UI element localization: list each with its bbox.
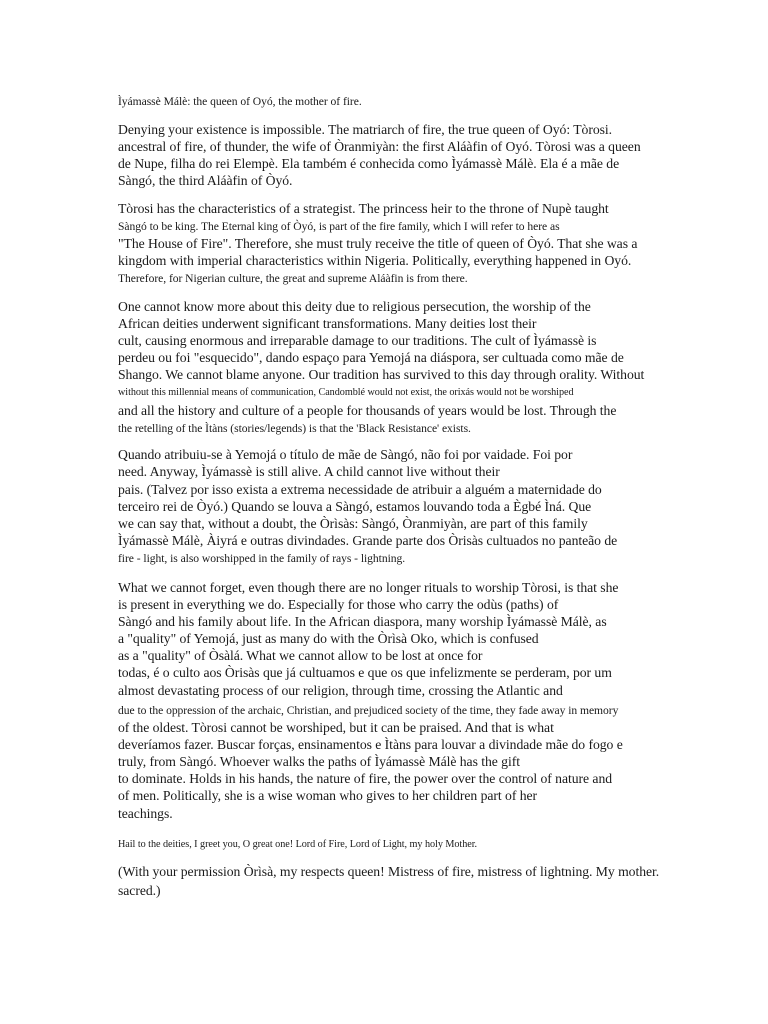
paragraph-line: Sàngó to be king. The Eternal king of Òyó, is part of the fire family, which I will refer to here as: [118, 220, 560, 233]
paragraph-line: deveríamos fazer. Buscar forças, ensinamentos e Ìtàns para louvar a divindade mãe do fogo e: [118, 737, 623, 752]
paragraph-line: Denying your existence is impossible. The matriarch of fire, the true queen of Oyó: Tòrosi.: [118, 122, 613, 137]
paragraph-line: truly, from Sàngó. Whoever walks the paths of Ìyámassè Málè has the gift: [118, 754, 520, 769]
paragraph-line: teachings.: [118, 806, 173, 821]
paragraph-line: (With your permission Òrìsà, my respects queen! Mistress of fire, mistress of lightning. My mother.: [118, 864, 660, 879]
paragraph-line: Sàngó and his family about life. In the African diaspora, many worship Ìyámassè Málè, as: [118, 614, 607, 629]
paragraph-line: a "quality" of Yemojá, just as many do with the Òrìsà Oko, which is confused: [118, 631, 539, 646]
paragraph-line: without this millennial means of communication, Candomblé would not exist, the orixás would not be worshiped: [118, 387, 574, 398]
paragraph-line: African deities underwent significant transformations. Many deities lost their: [118, 316, 537, 331]
paragraph-line: What we cannot forget, even though there are no longer rituals to worship Tòrosi, is that she: [118, 580, 619, 595]
paragraph-line: ancestral of fire, of thunder, the wife of Òranmiyàn: the first Aláàfin of Oyó. Tòrosi was a queen: [118, 139, 641, 154]
paragraph-line: Ìyámassè Málè, Àiyrá e outras divindades. Grande parte dos Òrisàs cultuados no panteão de: [118, 533, 618, 548]
paragraph-line: Shango. We cannot blame anyone. Our tradition has survived to this day through orality. Without: [118, 367, 645, 382]
paragraph-line: terceiro rei de Òyó.) Quando se louva a Sàngó, estamos louvando toda a Ègbé Ìná. Que: [118, 499, 592, 514]
paragraph-line: Quando atribuiu-se à Yemojá o título de mãe de Sàngó, não foi por vaidade. Foi por: [118, 447, 573, 462]
paragraph-line: One cannot know more about this deity due to religious persecution, the worship of the: [118, 299, 591, 314]
paragraph-line: perdeu ou foi "esquecido", dando espaço para Yemojá na diáspora, ser cultuada como mãe de: [118, 350, 624, 365]
paragraph-line: to dominate. Holds in his hands, the nature of fire, the power over the control of nature and: [118, 771, 613, 786]
document-title: Ìyámassè Málè: the queen of Oyó, the mother of fire.: [118, 95, 362, 108]
paragraph-line: of the oldest. Tòrosi cannot be worshiped, but it can be praised. And that is what: [118, 720, 554, 735]
paragraph-line: cult, causing enormous and irreparable damage to our traditions. The cult of Ìyámassè is: [118, 333, 597, 348]
paragraph-line: "The House of Fire". Therefore, she must truly receive the title of queen of Òyó. That she was a: [118, 236, 638, 251]
paragraph-line: Sàngó, the third Aláàfin of Òyó.: [118, 173, 293, 188]
paragraph-line: almost devastating process of our religion, through time, crossing the Atlantic and: [118, 683, 563, 698]
paragraph-line: todas, é o culto aos Òrisàs que já cultuamos e que os que infelizmente se perderam, por um: [118, 665, 612, 680]
paragraph-line: due to the oppression of the archaic, Christian, and prejudiced society of the time, they fade away in memory: [118, 704, 619, 717]
paragraph-line: is present in everything we do. Especially for those who carry the odùs (paths) of: [118, 597, 559, 612]
paragraph-line: and all the history and culture of a people for thousands of years would be lost. Through the: [118, 403, 617, 418]
paragraph-line: of men. Politically, she is a wise woman who gives to her children part of her: [118, 788, 538, 803]
paragraph-line: as a "quality" of Òsàlá. What we cannot allow to be lost at once for: [118, 648, 483, 663]
paragraph-line: kingdom with imperial characteristics within Nigeria. Politically, everything happened in Oyó.: [118, 253, 632, 268]
paragraph-line: fire - light, is also worshipped in the family of rays - lightning.: [118, 552, 406, 565]
paragraph-line: Therefore, for Nigerian culture, the great and supreme Aláàfin is from there.: [118, 272, 468, 285]
paragraph-line: Tòrosi has the characteristics of a strategist. The princess heir to the throne of Nupè taught: [118, 201, 609, 216]
paragraph-line: need. Anyway, Ìyámassè is still alive. A child cannot live without their: [118, 464, 500, 479]
paragraph-line: Hail to the deities, I greet you, O great one! Lord of Fire, Lord of Light, my holy Mother.: [118, 839, 478, 850]
paragraph-line: sacred.): [118, 883, 161, 898]
paragraph-line: we can say that, without a doubt, the Òrìsàs: Sàngó, Òranmiyàn, are part of this family: [118, 516, 588, 531]
paragraph-line: the retelling of the Ìtàns (stories/legends) is that the 'Black Resistance' exists.: [118, 422, 471, 435]
paragraph-line: pais. (Talvez por isso exista a extrema necessidade de atribuir a alguém a maternidade do: [118, 482, 602, 497]
paragraph-line: de Nupe, filha do rei Elempè. Ela também é conhecida como Ìyámassè Málè. Ela é a mãe de: [118, 156, 620, 171]
